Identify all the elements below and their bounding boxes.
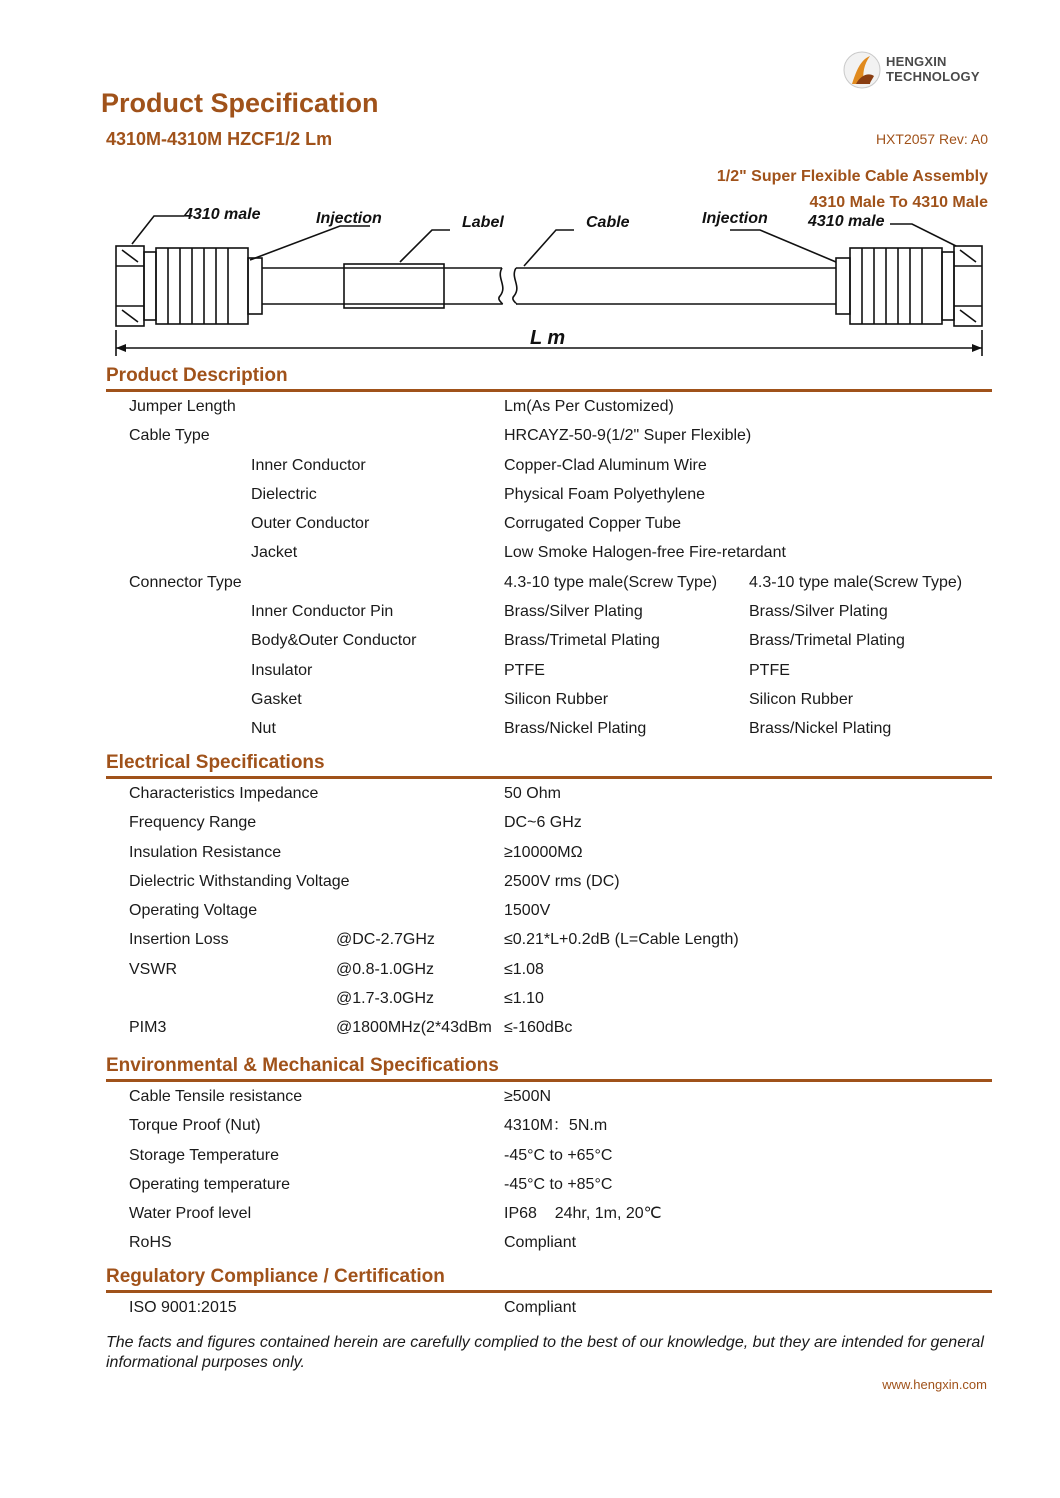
spec-row xyxy=(106,392,992,421)
spec-row xyxy=(106,896,992,925)
spec-row xyxy=(106,1013,992,1042)
spec-label: Nut xyxy=(251,720,276,738)
spec-label: Jumper Length xyxy=(129,398,236,415)
callout-left-injection: Injection xyxy=(316,210,382,227)
spec-value: Silicon Rubber xyxy=(504,690,609,708)
spec-label: Cable Type xyxy=(129,427,210,445)
spec-row xyxy=(106,984,992,1013)
callout-right-injection: Injection xyxy=(702,210,768,227)
spec-value: PTFE xyxy=(504,661,545,679)
section-title: Environmental & Mechanical Specifications xyxy=(106,1055,499,1076)
spec-value: Brass/Trimetal Plating xyxy=(504,632,660,650)
assembly-line2: 4310 Male To 4310 Male xyxy=(809,194,988,211)
spec-value-2: Brass/Silver Plating xyxy=(749,603,888,621)
spec-label: Dielectric xyxy=(251,485,317,503)
spec-label: Operating Voltage xyxy=(129,902,258,920)
spec-condition: @DC-2.7GHz xyxy=(336,931,435,949)
section-title: Electrical Specifications xyxy=(106,752,325,773)
spec-row xyxy=(106,1228,992,1257)
spec-value: Compliant xyxy=(504,1234,577,1252)
spec-value: ≤-160dBc xyxy=(504,1019,573,1037)
hengxin-logo-icon xyxy=(842,50,882,90)
spec-value: 50 Ohm xyxy=(504,785,561,802)
brand-logo xyxy=(842,50,992,94)
spec-label: Operating temperature xyxy=(129,1175,290,1193)
spec-label: Storage Temperature xyxy=(129,1146,280,1164)
spec-value-2: Brass/Trimetal Plating xyxy=(749,632,905,650)
callout-length: L m xyxy=(530,327,566,349)
spec-value: -45°C to +85°C xyxy=(504,1175,613,1193)
spec-value-2: PTFE xyxy=(749,661,790,679)
spec-value: Compliant xyxy=(504,1299,577,1316)
spec-row xyxy=(106,779,992,808)
section-electrical-specifications xyxy=(106,751,992,1043)
spec-row xyxy=(106,421,992,450)
page-title: Product Specification xyxy=(101,88,379,118)
callout-cable: Cable xyxy=(586,214,630,231)
spec-row xyxy=(106,656,992,685)
spec-value: ≤1.08 xyxy=(504,960,544,978)
spec-value: Low Smoke Halogen-free Fire-retardant xyxy=(504,544,786,562)
callout-right-male: 4310 male xyxy=(808,213,885,230)
spec-label: Jacket xyxy=(251,544,298,562)
disclaimer: The facts and figures contained herein are carefully complied to the best of our knowledge, but they are intended for general informational purposes only. xyxy=(106,1334,984,1371)
spec-label: Dielectric Withstanding Voltage xyxy=(129,872,350,890)
spec-value: DC~6 GHz xyxy=(504,814,582,832)
spec-label: Insulation Resistance xyxy=(129,843,282,861)
spec-row xyxy=(106,1141,992,1170)
spec-row xyxy=(106,451,992,480)
spec-value: ≥500N xyxy=(504,1088,552,1105)
callout-label: Label xyxy=(462,214,504,231)
document-reference: HXT2057 Rev: A0 xyxy=(875,131,988,147)
spec-row xyxy=(106,480,992,509)
brand-line2: TECHNOLOGY xyxy=(886,69,980,84)
assembly-line1: 1/2" Super Flexible Cable Assembly xyxy=(716,168,988,185)
spec-row xyxy=(106,509,992,538)
section-title: Regulatory Compliance / Certification xyxy=(106,1266,445,1287)
spec-row xyxy=(106,626,992,655)
product-model: 4310M-4310M HZCF1/2 Lm xyxy=(106,129,333,149)
spec-value: ≥10000MΩ xyxy=(504,843,583,861)
spec-label: VSWR xyxy=(129,960,177,978)
spec-row xyxy=(106,808,992,837)
spec-row xyxy=(106,685,992,714)
brand-name xyxy=(886,54,980,84)
spec-label: Gasket xyxy=(251,690,302,708)
spec-value: 4.3-10 type male(Screw Type) xyxy=(504,573,718,591)
spec-label: Connector Type xyxy=(129,573,242,591)
spec-value: 2500V rms (DC) xyxy=(504,872,620,890)
spec-row xyxy=(106,1199,992,1228)
section-product-description xyxy=(106,364,992,744)
spec-label: PIM3 xyxy=(129,1019,167,1037)
spec-row xyxy=(106,1082,992,1111)
spec-label: Frequency Range xyxy=(129,814,257,832)
spec-row xyxy=(106,867,992,896)
spec-row xyxy=(106,1170,992,1199)
section-regulatory-compliance xyxy=(106,1265,992,1322)
section-title: Product Description xyxy=(106,365,288,386)
spec-row xyxy=(106,1111,992,1140)
spec-row xyxy=(106,538,992,567)
spec-row xyxy=(106,568,992,597)
spec-label: Outer Conductor xyxy=(251,515,370,533)
spec-value: 4310M：5N.m xyxy=(504,1117,608,1135)
website-link[interactable]: www.hengxin.com xyxy=(882,1377,987,1392)
spec-value: -45°C to +65°C xyxy=(504,1146,613,1164)
spec-label: Insertion Loss xyxy=(129,931,229,949)
spec-value: Corrugated Copper Tube xyxy=(504,515,681,533)
spec-label: Cable Tensile resistance xyxy=(129,1088,303,1105)
spec-condition: @0.8-1.0GHz xyxy=(336,960,435,978)
spec-value: Brass/Nickel Plating xyxy=(504,720,647,738)
spec-value: Brass/Silver Plating xyxy=(504,603,643,621)
spec-label: Inner Conductor Pin xyxy=(251,603,394,621)
brand-line1: HENGXIN xyxy=(886,54,947,69)
spec-value: 1500V xyxy=(504,902,551,920)
spec-condition: @1.7-3.0GHz xyxy=(336,990,435,1008)
spec-value: IP68 24hr, 1m, 20℃ xyxy=(504,1205,662,1223)
spec-value: HRCAYZ-50-9(1/2" Super Flexible) xyxy=(504,427,752,445)
spec-label: Characteristics Impedance xyxy=(129,785,319,802)
spec-label: Body&Outer Conductor xyxy=(251,632,417,650)
spec-label: Insulator xyxy=(251,661,313,679)
spec-label: Inner Conductor xyxy=(251,456,366,474)
spec-row xyxy=(106,838,992,867)
spec-value: Lm(As Per Customized) xyxy=(504,398,674,415)
spec-value-2: 4.3-10 type male(Screw Type) xyxy=(749,573,963,591)
spec-condition: @1800MHz(2*43dBm xyxy=(336,1019,492,1037)
spec-row xyxy=(106,925,992,954)
spec-row xyxy=(106,714,992,743)
spec-label: RoHS xyxy=(129,1234,172,1252)
spec-value-2: Brass/Nickel Plating xyxy=(749,720,892,738)
spec-value: Copper-Clad Aluminum Wire xyxy=(504,456,707,474)
spec-value: ≤1.10 xyxy=(504,990,544,1008)
spec-row xyxy=(106,955,992,984)
callout-left-male: 4310 male xyxy=(184,206,261,223)
spec-label: ISO 9001:2015 xyxy=(129,1299,237,1316)
spec-label: Torque Proof (Nut) xyxy=(129,1117,261,1135)
cable-assembly-diagram xyxy=(100,200,1000,360)
spec-label: Water Proof level xyxy=(129,1205,252,1223)
section-environmental-mechanical xyxy=(106,1054,992,1258)
spec-value-2: Silicon Rubber xyxy=(749,690,854,708)
spec-value: ≤0.21*L+0.2dB (L=Cable Length) xyxy=(504,931,739,949)
spec-value: Physical Foam Polyethylene xyxy=(504,485,705,503)
spec-row xyxy=(106,597,992,626)
spec-row xyxy=(106,1293,992,1322)
